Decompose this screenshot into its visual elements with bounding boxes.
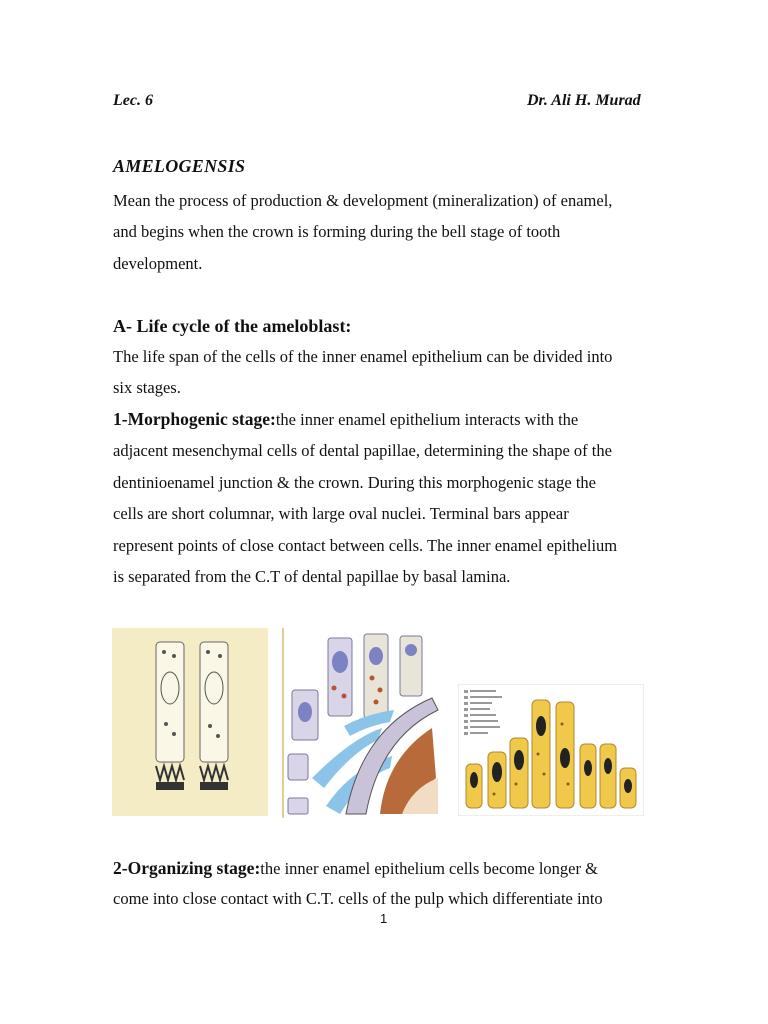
- stage1-first-line: [113, 409, 578, 430]
- stage1-label: 1-Morphogenic stage:: [113, 409, 276, 429]
- stage1-line-4: cells are short columnar, with large oval nuclei. Terminal bars appear: [113, 504, 569, 523]
- page-title: AMELOGENSIS: [113, 156, 246, 176]
- section-a-line-2: six stages.: [113, 378, 181, 397]
- header-author: Dr. Ali H. Murad: [527, 92, 641, 109]
- stage2-first-line: [113, 858, 598, 879]
- page-number: 1: [380, 911, 388, 926]
- section-a-line-1: The life span of the cells of the inner enamel epithelium can be divided into: [113, 347, 613, 366]
- stage2-first-text: the inner enamel epithelium cells become longer &: [260, 859, 598, 878]
- figure-life-cycle-diagram: [282, 628, 442, 818]
- figure-cell-drawing: [112, 628, 268, 816]
- header-lecture: Lec. 6: [113, 92, 153, 109]
- stage2-label: 2-Organizing stage:: [113, 858, 261, 878]
- intro-line-2: and begins when the crown is forming during the bell stage of tooth: [113, 222, 561, 241]
- stage1-line-3: dentinioenamel junction & the crown. During this morphogenic stage the: [113, 473, 596, 492]
- section-a-heading: A- Life cycle of the ameloblast:: [113, 316, 352, 336]
- stage1-line-6: is separated from the C.T of dental papillae by basal lamina.: [113, 567, 511, 586]
- intro-line-1: Mean the process of production & development (mineralization) of enamel,: [113, 191, 613, 210]
- intro-line-3: development.: [113, 254, 203, 273]
- stage1-first-text: the inner enamel epithelium interacts with the: [275, 410, 579, 429]
- stage1-line-5: represent points of close contact between cells. The inner enamel epithelium: [113, 536, 618, 555]
- figure-ameloblast-stages: [458, 684, 644, 816]
- stage1-line-2: adjacent mesenchymal cells of dental papillae, determining the shape of the: [113, 441, 612, 460]
- stage2-line-2: come into close contact with C.T. cells of the pulp which differentiate into: [113, 889, 603, 908]
